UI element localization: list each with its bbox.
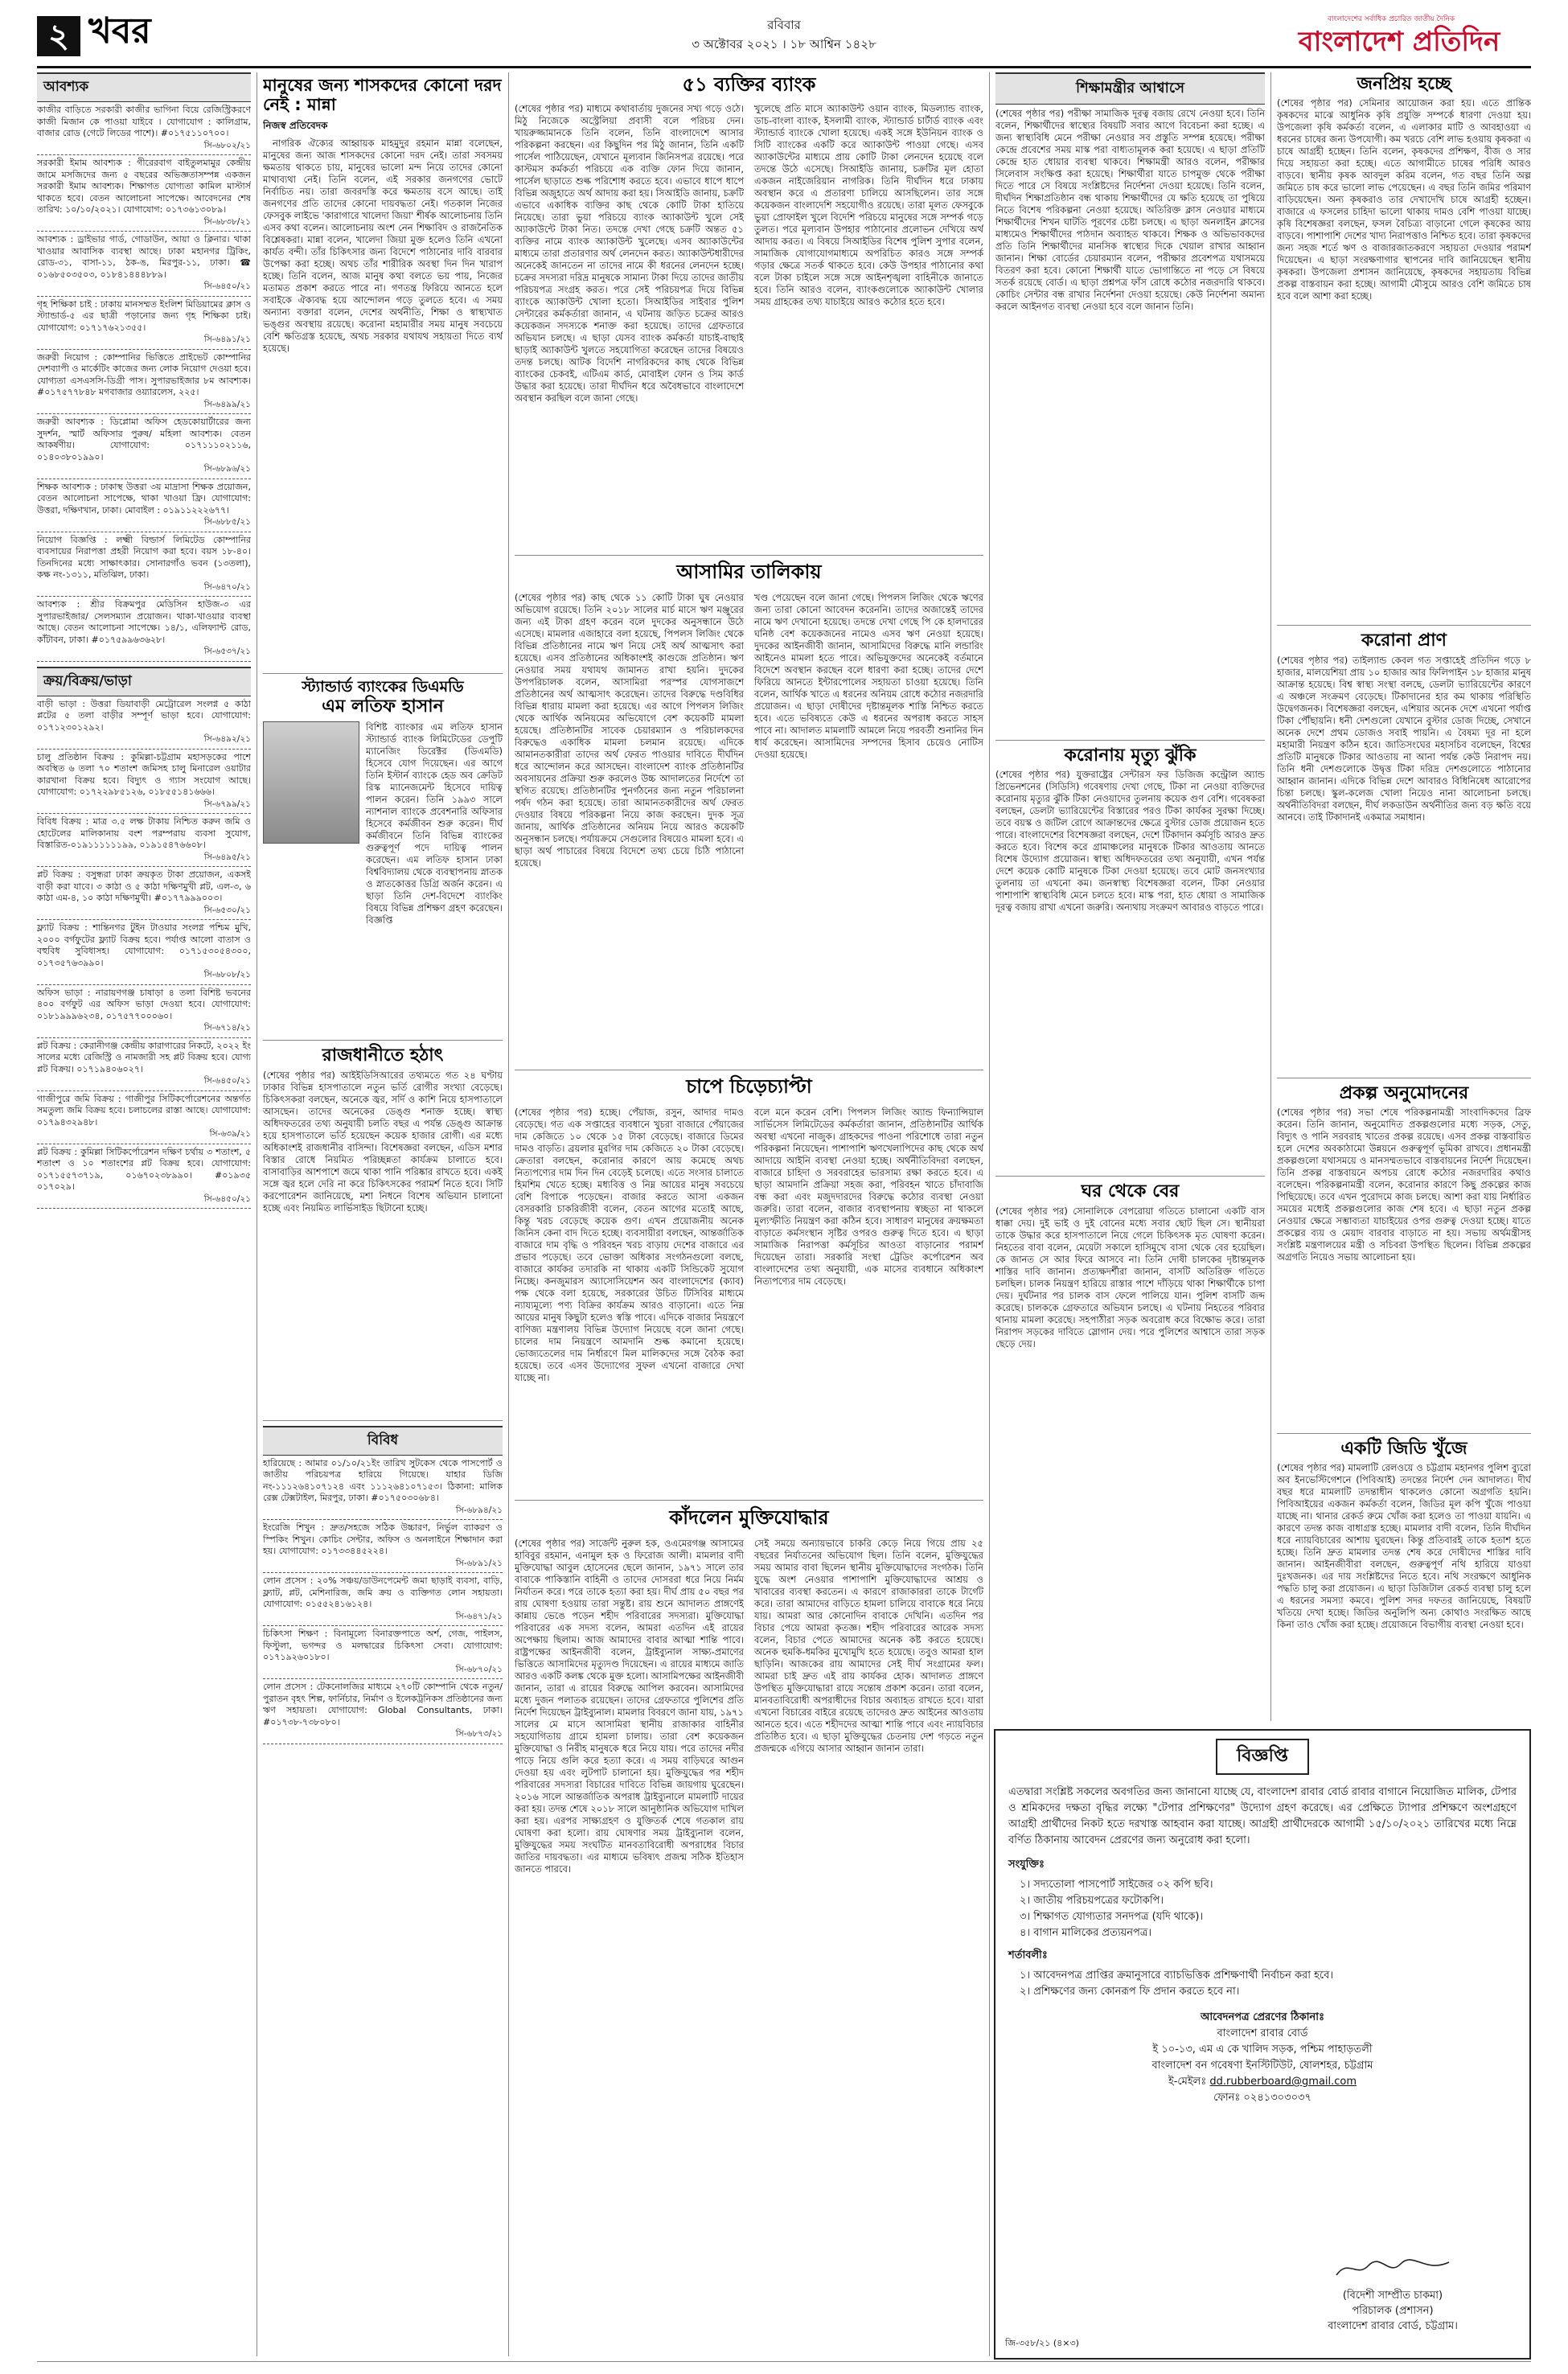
classified-ad-text: হারিয়েছে : আমার ০১/১০/২১ইং তারিখ সুটকেস থেকে পাসপোর্ট ও জাতীয় পরিচয়পত্র হারিয়ে গিয়েছে। যাহার ডিজি নং-১১১২৬৪১০৭১২৪ এবং ১১১২৬৪১০৭১৫৩। ঠিকানা: মালিক রেক্স টেক্সটাইল, মিরপুর, ঢাকা। #০১৭৫০৩০৬৮৪।	[263, 1457, 503, 1504]
classified-ad-text: জরুরী নিয়োগ : কোম্পানির ভিত্তিতে প্রাইভেট কোম্পানির দেশব্যাপী ও মার্কেটিং কাজের জন্য লোক নিয়োগ দেওয়া হবে। যোগ্যতা এসএসসি-ডিগ্রী পাস। সুপারভাইজার ৮ম আবশ্যক। #০১৭৫৭৭৮৪৮ মগবাজার ওয়্যারলেস, ২২৫।	[37, 351, 251, 397]
classified-ad	[263, 1679, 503, 1744]
notice-intro: এতদ্বারা সংশ্লিষ্ট সকলের অবগতির জন্য জানানো যাচ্ছে যে, বাংলাদেশ রাবার বোর্ড রাবার বাগানে নিয়োজিত মালিক, টেপার ও শ্রমিকদের দক্ষতা বৃদ্ধির লক্ষ্যে "টেপার প্রশিক্ষণের" উদ্যোগ গ্রহণ করেছে। এর প্রেক্ষিতে ট্যাপার প্রশিক্ষণে অংশগ্রহণে আগ্রহী প্রার্থীদের নিকট হতে দরখাস্ত আহবান করা যাচ্ছে। আগ্রহী প্রার্থীদেরকে আগামী ১৫/১০/২০২১ তারিখের মধ্যে নিম্নে বর্ণিত ঠিকানায় আবেদন প্রেরণের জন্য অনুরোধ করা হলো।	[1008, 1786, 1517, 1846]
gd-body: (শেষের পৃষ্ঠার পর) মামলাটি রেলওয়ে ও চট্টগ্রাম মহানগর পুলিশ ব্যুরো অব ইনভেস্টিগেশনে (পিবিআই) তদন্তের নির্দেশ দেন আদালত। দীর্ঘ বছর ধরে মামলাটি তদন্তাধীন থাকলেও কোনো অগ্রগতি হয়নি। পিবিআইয়ের একজন কর্মকর্তা বলেন, জিডির মূল কপি খুঁজে পাওয়া যাচ্ছে না। থানার রেকর্ড রুমে খোঁজ করা হলেও তা পাওয়া যায়নি। এ কারণে তদন্ত কাজ বাধাগ্রস্ত হচ্ছে। মামলার বাদী বলেন, তিনি দীর্ঘদিন ধরে ন্যায়বিচারের আশায় ঘুরছেন। কিন্তু প্রতিবারই তাকে হতাশ হতে হচ্ছে। তিনি দ্রুত মামলার তদন্ত শেষ করে দোষীদের শাস্তির দাবি জানান। আইনজীবীরা বলছেন, গুরুত্বপূর্ণ নথি হারিয়ে যাওয়া দুঃখজনক। এর দায় সংশ্লিষ্টদের নিতে হবে। নথি সংরক্ষণে আধুনিক পদ্ধতি চালু করা প্রয়োজন। এ ছাড়া ডিজিটাল রেকর্ড ব্যবস্থা চালু হলে এ ধরনের সমস্যা কমবে। পুলিশ সদর দফতর জানিয়েছে, বিষয়টি খতিয়ে দেখা হচ্ছে। জিডির অনুলিপি অন্য কোথাও সংরক্ষিত আছে কিনা তাও খোঁজ করা হচ্ছে। প্রয়োজনে বিভাগীয় ব্যবস্থা নেওয়া হবে।	[1277, 1462, 1531, 1631]
dhaka-sudden-body: (শেষের পৃষ্ঠার পর) আইইডিসিআরের তথ্যমতে গত ২৪ ঘণ্টায় ঢাকার বিভিন্ন হাসপাতালে নতুন ভর্তি রোগীর সংখ্যা বেড়েছে। চিকিৎসকরা বলছেন, অনেকে জ্বর, সর্দি ও কাশি নিয়ে হাসপাতালে আসছেন। তাদের অনেকের ডেঙ্গু শনাক্ত হচ্ছে। স্বাস্থ্য অধিদফতরের তথ্য অনুযায়ী চলতি বছর এ পর্যন্ত ডেঙ্গু আক্রান্ত হয়ে হাসপাতালে ভর্তি হয়েছেন কয়েক হাজার রোগী। এর মধ্যে অধিকাংশই রাজধানীর বাসিন্দা। বিশেষজ্ঞরা বলছেন, এডিস মশার বিস্তার রোধে নিয়মিত পরিচ্ছন্নতা কার্যক্রম চালাতে হবে। বাসাবাড়ির আশপাশে জমে থাকা পানি পরিষ্কার রাখতে হবে। একই সঙ্গে জ্বর হলে দেরি না করে চিকিৎসকের পরামর্শ নিতে হবে। সিটি করপোরেশন জানিয়েছে, মশা নিধনে বিশেষ অভিযান চালানো হচ্ছে এবং নিয়মিত লার্ভিসাইড ছিটানো হচ্ছে।	[263, 1069, 503, 1214]
notice-list-item: ১। আবেদনপত্র প্রাপ্তির ক্রমানুসারে ব্যাচভিত্তিক প্রশিক্ষণার্থী নির্বাচন করা হবে।	[1020, 1969, 1334, 1982]
classified-ad	[37, 532, 251, 598]
classified-ad-ref: সি-৬৪৯৯/২১	[203, 399, 251, 409]
classified-ad	[37, 1038, 251, 1091]
classified-ad-text: বাড়ী ভাড়া : উত্তরা ডিয়াবাড়ী মেট্রোরেল সংলগ্ন ৫ কাঠা প্লটের ৫ তলা বাড়ীর সম্পূর্ণ ভাড়া হবে। যোগাযোগ: ০১৭১২৩০১২৯২।	[37, 698, 251, 733]
accused-list-headline: আসামির তালিকায়	[676, 561, 822, 583]
pressure-body-b: বলে মনে করেন বেশি। পিপলস লিজিং অ্যান্ড ফিন্যান্সিয়াল সার্ভিসেস লিমিটেডের কর্মকর্তারা জানান, প্রতিষ্ঠানটির আর্থিক অবস্থা এখনো নাজুক। গ্রাহকদের পাওনা পরিশোধে তারা নতুন পরিকল্পনা নিয়েছেন। পাশাপাশি ঋণখেলাপিদের কাছ থেকে অর্থ আদায়ে আইনি ব্যবস্থা নেওয়া হচ্ছে। অর্থনীতিবিদরা বলছেন, বাজারে চাহিদা ও সরবরাহের ভারসাম্য রক্ষা করতে হবে। এ ছাড়া আমদানি প্রক্রিয়া সহজ করা, পরিবহন খাতে চাঁদাবাজি বন্ধ করা এবং মজুদদারদের বিরুদ্ধে কঠোর ব্যবস্থা নেওয়া জরুরি। তারা বলেন, বাজার ব্যবস্থাপনায় স্বচ্ছতা না থাকলে মূল্যস্ফীতি নিয়ন্ত্রণ করা কঠিন হবে। সাধারণ মানুষের ক্রয়ক্ষমতা বাড়াতে কর্মসংস্থান সৃষ্টির ওপরও গুরুত্ব দিতে হবে। এ ছাড়া সামাজিক নিরাপত্তা কর্মসূচির আওতা বাড়ানোর পরামর্শ দিয়েছেন তারা। সরকারি সংস্থা ট্রেডিং কর্পোরেশন অব বাংলাদেশের তথ্য অনুযায়ী, এক মাসের ব্যবধানে অধিকাংশ নিত্যপণ্যের দাম বেড়েছে।	[754, 1107, 983, 1287]
rule-c4-a	[995, 740, 1265, 741]
out-of-home-body: (শেষের পৃষ্ঠার পর) সোনালিকে বেপরোয়া গতিতে চালানো একটি বাস ধাক্কা দেয়। দুই ভাই ও দুই বোনের মধ্যে সবার ছোট ছিল সে। স্থানীয়রা তাকে উদ্ধার করে হাসপাতালে নিয়ে গেলে চিকিৎসক মৃত ঘোষণা করেন। নিহতের বাবা বলেন, মেয়েটা সকালে হাসিমুখে বাসা থেকে বের হয়েছিল। কে জানত সে আর ফিরে আসবে না। তিনি দোষী চালকের দৃষ্টান্তমূলক শাস্তির দাবি জানান। প্রত্যক্ষদর্শীরা জানান, বাসটি অতিরিক্ত গতিতে চলছিল। চালক নিয়ন্ত্রণ হারিয়ে রাস্তার পাশে দাঁড়িয়ে থাকা শিক্ষার্থীকে চাপা দেয়। দুর্ঘটনার পর চালক বাস ফেলে পালিয়ে যান। পুলিশ বাসটি জব্দ করেছে। চালককে গ্রেফতারে অভিযান চলছে। এ ঘটনায় নিহতের পরিবার থানায় মামলা করেছে। সহপাঠীরা সড়ক অবরোধ করে বিক্ষোভ করে। তারা নিরাপদ সড়কের দাবিতে স্লোগান দেয়। পরে পুলিশের আশ্বাসে তারা সড়ক ছেড়ে দেয়।	[995, 1205, 1265, 1349]
column-four	[995, 72, 1265, 1721]
classified-ad-ref: সি-৬৮৭০/২১	[455, 1664, 503, 1674]
classified-ad	[37, 597, 251, 662]
mannna-byline: নিজস্ব প্রতিবেদক	[263, 120, 328, 132]
classified-ad-ref: সি-৬৮০২/২১	[203, 140, 251, 150]
classified-ad	[263, 1456, 503, 1521]
rubber-board-notice	[994, 1729, 1531, 2360]
rule-c2-c	[263, 1420, 503, 1421]
notice-addr-head: আবেদনপত্র প্রেরণের ঠিকানাঃ	[1201, 2011, 1324, 2023]
logo-tagline: বাংলাদেশের সর্বাধিক প্রচারিত জাতীয় দৈনিক	[1327, 15, 1455, 23]
rule-c2-b	[263, 1040, 503, 1041]
notice-title-wrap	[995, 1739, 1529, 1775]
notice-list-item: ২। জাতীয় পরিচয়পত্রের ফটোকপি।	[1020, 1895, 1164, 1907]
classified-ad-text: প্লট বিক্রয় : কেরানীগঞ্জ কেন্দ্রীয় কারাগারের নিকটে, ২০২২ ইং সালের মধ্যে রেজিস্ট্রি ও নামজারী সহ প্লট বিক্রয় হবে। যোগ্য প্লট বিক্রয়। ০১৭১৯৪০৬০২৭।	[37, 1040, 251, 1074]
rule-c5-a	[1277, 625, 1531, 626]
classified-ad-text: আবশ্যক : শ্রীর বিক্রমপুর মেডিসিন হাউজ-৩ এর সুপারভাইজার/ সেলসম্যান প্রয়োজন। থাকা-খাওয়ার ব্যবস্থা আছে। বেতন আলোচনা সাপেক্ষে। ১৪/১, এলিফ্যান্ট রোড, কাঁটাবন, ঢাকা। #০১৭৫৯৯৬৩৬২৮।	[37, 599, 251, 645]
notice-email-link[interactable]: dd.rubberboard@gmail.com	[1209, 2076, 1357, 2088]
corona-life-headline: করোনা প্রাণ	[1361, 630, 1447, 651]
classified-ad-ref: সি-৬৪৯২/২১	[203, 734, 251, 744]
classified-head-sale: ক্রয়/বিক্রয়/ভাড়া	[37, 667, 251, 696]
classified-ad	[37, 414, 251, 479]
classified-ad-ref: সি-৬৮৮৫/২১	[203, 517, 251, 527]
rule-c2-a	[263, 673, 503, 674]
classified-ad	[37, 985, 251, 1038]
notice-list-item: ২। প্রশিক্ষণের জন্য কোনরূপ ফি প্রদান করতে হবে না।	[1020, 1986, 1240, 1998]
pressure-body-a: (শেষের পৃষ্ঠার পর) হচ্ছে। পেঁয়াজ, রসুন, আদার দামও বেড়েছে। গত এক সপ্তাহের ব্যবধানে খুচরা বাজারে পেঁয়াজের দাম কেজিতে ১০ থেকে ১৫ টাকা বেড়েছে। বাজারে ডিমের দামও বাড়তি। ব্রয়লার মুরগির দাম কেজিতে ২০ টাকা বেড়েছে। ক্রেতারা বলছেন, করোনার কারণে আয় কমেছে অথচ নিত্যপণ্যের দাম দিন দিন বেড়েই চলেছে। এতে সংসার চালাতে হিমশিম খেতে হচ্ছে। মধ্যবিত্ত ও নিম্ন আয়ের মানুষ সবচেয়ে বেশি বিপাকে পড়েছেন। বাজার করতে আসা একজন বেসরকারি চাকরিজীবী বলেন, বেতন আগের মতোই আছে, কিন্তু খরচ বেড়েছে কয়েক গুণ। এখন প্রয়োজনীয় অনেক জিনিস কেনা বাদ দিতে হচ্ছে। ব্যবসায়ীরা বলছেন, আন্তর্জাতিক বাজারে দাম বৃদ্ধি ও পরিবহন খরচ বাড়ায় দেশের বাজারে এর প্রভাব পড়েছে। তবে ভোক্তা অধিকার সংগঠনগুলো বলছে, বাজারে কার্যকর তদারকি না থাকায় একটি সিন্ডিকেট সুযোগ নিচ্ছে। কনজুমারস অ্যাসোসিয়েশন অব বাংলাদেশের (ক্যাব) পক্ষ থেকে বলা হয়েছে, সরকারের উচিত টিসিবির মাধ্যমে ন্যায্যমূল্যে পণ্য বিক্রির কার্যক্রম আরও বাড়ানো। এতে নিম্ন আয়ের মানুষ কিছুটা হলেও স্বস্তি পাবে। এদিকে বাজার নিয়ন্ত্রণে বাণিজ্য মন্ত্রণালয় বিভিন্ন উদ্যোগ নিয়েছে বলে জানা গেছে। চালের দাম নিয়ন্ত্রণে আমদানি শুল্ক কমানো হয়েছে। ভোজ্যতেলের দাম নির্ধারণে মিল মালিকদের সঙ্গে বৈঠক করা হয়েছে। তবে এসব উদ্যোগের সুফল এখনো বাজারে দেখা যাচ্ছে না।	[515, 1107, 744, 1383]
accused-list-body-b: খণ্ড পেয়েছেন বলে জানা গেছে। পিপলস লিজিং থেকে ঋণের জন্য তারা কোনো আবেদন করেননি। তাদের অজান্তেই তাদের নামে ঋণ দেখানো হয়েছে। তদন্তে দেখা গেছে পি কে হালদারের ঘনিষ্ঠ বেশ কয়েকজনের নামেও এসব ঋণ নেওয়া হয়েছে। দুদকের আইনজীবী জানান, আসামিদের বিরুদ্ধে মানি লন্ডারিং আইনেও মামলা হতে পারে। অভিযুক্তদের অনেকেই বর্তমানে বিদেশে অবস্থান করছেন বলে ধারণা করা হচ্ছে। তাদের দেশে ফিরিয়ে আনতে ইন্টারপোলের সহায়তা চাওয়া হয়েছে। তিনি বলেন, আর্থিক খাতে এ ধরনের অনিয়ম রোধে কঠোর নজরদারি প্রয়োজন। এ ছাড়া দোষীদের দৃষ্টান্তমূলক শাস্তি নিশ্চিত করতে হবে। এতে ভবিষ্যতে কেউ এ ধরনের অপরাধ করতে সাহস পাবে না। আদালত মামলাটি আমলে নিয়ে পরবর্তী শুনানির দিন ধার্য করেছেন। আসামিদের সম্পদের হিসাব চেয়েও নোটিস দেওয়া হয়েছে।	[754, 592, 983, 760]
classified-ad-ref: সি-৬৭৯৯/২১	[203, 799, 251, 809]
rule-c5-c	[1277, 1433, 1531, 1434]
corona-life-body: (শেষের পৃষ্ঠার পর) তাইল্যান্ড কেবল গত সপ্তাহেই প্রতিদিন গড়ে ৮ হাজার, মালয়েশিয়া প্রায় ১০ হাজার আর ফিলিপাইন ১৮ হাজার মানুষ আক্রান্ত হয়েছে। বিশ্ব স্বাস্থ্য সংস্থা বলছে, ডেলটা ভ্যারিয়েন্টের কারণে এ অঞ্চলে সংক্রমণ বেড়েছে। টিকাদানের হার কম থাকায় পরিস্থিতি উদ্বেগজনক। বিশেষজ্ঞরা বলছেন, এশিয়ার অনেক দেশে এখনো পর্যাপ্ত টিকা পৌঁছায়নি। ধনী দেশগুলো যেখানে বুস্টার ডোজ দিচ্ছে, সেখানে অনেক দেশে প্রথম ডোজও সবাই পায়নি। এ বৈষম্য দূর না হলে মহামারী নিয়ন্ত্রণ কঠিন হবে। জাতিসংঘের মহাসচিব বলেছেন, বিশ্বের প্রতিটি মানুষকে টিকার আওতায় না আনা পর্যন্ত কেউ নিরাপদ নয়। তিনি ধনী দেশগুলোকে উদ্বৃত্ত টিকা দরিদ্র দেশগুলোতে পাঠানোর আহ্বান জানান। এদিকে বিভিন্ন দেশে আবারও বিধিনিষেধ আরোপের চিন্তা চলছে। স্কুল-কলেজ খোলা নিয়েও নানা আলোচনা চলছে। অর্থনীতিবিদরা বলছেন, দীর্ঘ লকডাউন অর্থনীতির জন্য বড় ক্ষতি বয়ে আনবে। তাই টিকাদানই একমাত্র সমাধান।	[1277, 654, 1531, 823]
notice-title: বিজ্ঞপ্তি	[1216, 1739, 1309, 1775]
classified-ad-text: শিক্ষক আবশ্যক : ঢাকাস্থ উত্তরা ৩য় মাদ্রাসা শিক্ষক প্রয়োজন, বেতন আলোচনা সাপেক্ষে, থাকা খাওয়া ফ্রি। যোগাযোগ: উত্তরা, দক্ষিণখান, ঢাকা। মোবাইল : ০১৯১১২২২৬৭৭।	[37, 481, 251, 515]
popular-headline: জনপ্রিয় হচ্ছে	[1357, 74, 1451, 94]
column-two	[263, 72, 503, 2364]
classified-ad-ref: সি-৬৪৫০/২১	[203, 1076, 251, 1086]
classified-ad	[37, 297, 251, 350]
notice-signature-block	[1288, 2254, 1497, 2334]
classified-ad-ref: সি-৬৮৩৮/২১	[203, 216, 251, 227]
classified-ad-text: নিয়োগ বিজ্ঞপ্তি : লক্ষ্মী বিল্ডার্স লিমিটেড কোম্পানির ব্যবসায়ের নিরাপত্তা প্রহরী নিয়োগ করা হবে। বয়স ১৮-৪০। তিনদিনের মধ্যে সাক্ষাৎকার। সোনারগাঁও ভবন (১৩তলা), কক্ষ নং-১৩১১, মতিঝিল, ঢাকা।	[37, 534, 251, 580]
classified-ad-text: অফিস ভাড়া : নারায়ণগঞ্জ চাষাড়া ৪ তলা বিশিষ্ট ভবনের ৪০০ বর্গফুট এর অফিস ভাড়া দেওয়া হবে। যোগাযোগ: ০১৮১৯৯৯৬২৩৪, ০১৭৫৭৭০০০৬০।	[37, 987, 251, 1021]
rule-c2	[508, 72, 509, 2356]
classified-ad-text: গাজীপুরে জমি বিক্রয় : গাজীপুর সিটিকর্পোরেশনের অন্তর্গত সমতুল্য জমি বিক্রয় হবে। চলাচলের রাস্তা আছে। যোগাযোগ: ০১৭৯৪৩২৯৪৮।	[37, 1093, 251, 1127]
rule-c4-b	[995, 1176, 1265, 1177]
notice-signer: (বিদেশী সাম্প্রীত চাকমা)	[1342, 2290, 1443, 2302]
classified-ad	[37, 1091, 251, 1144]
out-of-home-headline: ঘর থেকে বের	[1081, 1181, 1180, 1202]
classified-ad-ref: সি-৬৮৯৪/২১	[455, 1505, 503, 1515]
freedom-fighter-body-a: (শেষের পৃষ্ঠার পর) সার্জেন্ট নুরুল হক, ওএমেরগঞ্জ আসামের হাবিবুর রহমান, এনামুল হক ও ফিরোজ আলী। মামলার বাদী মুক্তিযোদ্ধা আবুল হোসেনের ছেলে জানান, ১৯৭১ সালে তার বাবাকে পাকিস্তানি বাহিনী ও তাদের দোসররা ধরে নিয়ে নির্মম নির্যাতন করে। পরে তাকে হত্যা করা হয়। দীর্ঘ প্রায় ৫০ বছর পর রায় ঘোষণা হওয়ায় তারা সন্তুষ্ট। রায় শুনে আদালত প্রাঙ্গণেই কান্নায় ভেঙে পড়েন শহীদ পরিবারের সদস্যরা। মুক্তিযোদ্ধা পরিবারের এক সদস্য বলেন, আমরা এতদিন এই রায়ের অপেক্ষায় ছিলাম। আজ আমাদের বাবার আত্মা শান্তি পাবে। রাষ্ট্রপক্ষের আইনজীবী বলেন, ট্রাইব্যুনাল সাক্ষ্য-প্রমাণের ভিত্তিতে আসামিদের মৃত্যুদণ্ড দিয়েছেন। এ রায়ের মাধ্যমে জাতি আরও একটি কলঙ্ক থেকে মুক্ত হলো। আসামিপক্ষের আইনজীবী জানান, তারা এ রায়ের বিরুদ্ধে আপিল করবেন। আসামিদের মধ্যে দুজন পলাতক রয়েছেন। তাদের গ্রেফতারে পুলিশের প্রতি নির্দেশ দিয়েছেন ট্রাইব্যুনাল। মামলার বিবরণে জানা যায়, ১৯৭১ সালের মে মাসে আসামিরা স্থানীয় রাজাকার বাহিনীর সহযোগিতায় গ্রামে হামলা চালায়। তারা বেশ কয়েকজন মুক্তিযোদ্ধা ও নিরীহ মানুষকে ধরে নিয়ে যায়। পরে তাদের নদীর পাড়ে নিয়ে গুলি করে হত্যা করে। এ সময় বাড়িঘরে আগুন দেওয়া হয় এবং লুটপাট চালানো হয়। মুক্তিযুদ্ধের পর শহীদ পরিবারের সদস্যরা বিচারের দাবিতে বিভিন্ন জায়গায় ঘুরেছেন। ২০১৬ সালে আন্তর্জাতিক অপরাধ ট্রাইব্যুনালে মামলাটি দায়ের করা হয়। তদন্ত শেষে ২০১৮ সালে আনুষ্ঠানিক অভিযোগ দাখিল করা হয়। এরপর সাক্ষ্যগ্রহণ ও যুক্তিতর্ক শেষে গতকাল রায় ঘোষণা করা হলো। রায় ঘোষণার সময় ট্রাইব্যুনাল বলেন, মুক্তিযুদ্ধের সময় সংঘটিত মানবতাবিরোধী অপরাধের বিচার জাতির দায়বদ্ধতা। এর মাধ্যমে ভবিষ্যৎ প্রজন্ম সঠিক ইতিহাস জানতে পারবে।	[515, 1538, 744, 1875]
bibidh-list	[263, 1456, 503, 1744]
notice-email-row	[995, 2074, 1529, 2090]
lotif-hasan-photo	[263, 721, 359, 844]
page-number-box	[37, 16, 80, 56]
bank-51-body-a: (শেষের পৃষ্ঠার পর) মাধ্যমে কথাবার্তায় দুজনের সখ্য গড়ে ওঠে। মিঠু নিজেকে অস্ট্রেলিয়া প্রবাসী বলে পরিচয় দেন। খায়রুজ্জামানকে তিনি বলেন, তিনি বাংলাদেশে আসার পরিকল্পনা করছেন। এর কিছুদিন পর মিঠু জানান, তিনি একটি পার্সেল পাঠিয়েছেন, যেখানে মূল্যবান জিনিসপত্র রয়েছে। পরে কাস্টমস কর্মকর্তা পরিচয়ে এক ব্যক্তি ফোন দিয়ে জানান, পার্সেল ছাড়াতে শুল্ক পরিশোধ করতে হবে। এভাবে ধাপে ধাপে বিভিন্ন অজুহাতে অর্থ আদায় করা হয়। সিআইডি জানায়, চক্রটি এভাবে একাধিক ব্যক্তির কাছ থেকে কোটি টাকা হাতিয়ে নিয়েছে। তারা ভুয়া পরিচয়ে ব্যাংক অ্যাকাউন্ট খুলে সেই অ্যাকাউন্টে টাকা নিত। তদন্তে দেখা গেছে চক্রটি অন্তত ৫১ ব্যক্তির নামে ব্যাংক অ্যাকাউন্ট খুলেছে। এসব অ্যাকাউন্টের মাধ্যমে তারা প্রতারণার অর্থ লেনদেন করত। অ্যাকাউন্টধারীদের অনেকেই জানতেন না তাদের নামে কী ধরনের লেনদেন হচ্ছে। চক্রের সদস্যরা দরিদ্র মানুষকে সামান্য টাকা দিয়ে তাদের জাতীয় পরিচয়পত্র সংগ্রহ করত। পরে সেই পরিচয়পত্র দিয়ে বিভিন্ন ব্যাংকে অ্যাকাউন্ট খোলা হতো। সিআইডির সাইবার পুলিশ সেন্টারের কর্মকর্তারা জানান, এ ঘটনায় জড়িত চক্রের আরও কয়েকজন সদস্যকে শনাক্ত করা হয়েছে। তাদের গ্রেফতারে অভিযান চলছে। এ ছাড়া যেসব ব্যাংক কর্মকর্তা যাচাই-বাছাই ছাড়াই অ্যাকাউন্ট খুলতে সহযোগিতা করেছেন তাদের বিষয়েও তদন্ত চলছে। আটক বিদেশি নাগরিকদের কাছ থেকে বিভিন্ন ব্যাংকের চেকবই, এটিএম কার্ড, মোবাইল ফোন ও সিম কার্ড উদ্ধার করা হয়েছে। তারা দীর্ঘদিন ধরে অবৈধভাবে বাংলাদেশে অবস্থান করছিল বলে জানা গেছে।	[515, 103, 744, 404]
classified-ad	[37, 750, 251, 815]
wanted-list	[37, 102, 251, 662]
signature-icon	[1332, 2254, 1453, 2283]
mannna-headline: মানুষের জন্য শাসকদের কোনো দরদ নেই : মান্না	[263, 76, 502, 115]
classified-ad	[37, 920, 251, 985]
covid-death-body: (শেষের পৃষ্ঠার পর) যুক্তরাষ্ট্রের সেন্টারস ফর ডিজিজ কন্ট্রোল অ্যান্ড প্রিভেনশনের (সিডিসি) গবেষণায় দেখা গেছে, টিকা না নেওয়া ব্যক্তিদের করোনায় মৃত্যুর ঝুঁকি টিকা নেওয়াদের তুলনায় কয়েক গুণ বেশি। গবেষকরা বলছেন, ডেলটা ভ্যারিয়েন্টের বিস্তারের পরও টিকা কার্যকর সুরক্ষা দিচ্ছে। তবে বয়স্ক ও জটিল রোগে আক্রান্তদের ক্ষেত্রে বুস্টার ডোজ প্রয়োজন হতে পারে। বাংলাদেশের বিশেষজ্ঞরা বলছেন, দেশে টিকাদান কর্মসূচি আরও দ্রুত করতে হবে। বিশেষ করে গ্রামাঞ্চলের মানুষকে টিকার আওতায় আনতে বিশেষ উদ্যোগ প্রয়োজন। স্বাস্থ্য অধিদফতরের তথ্য অনুযায়ী, এখন পর্যন্ত দেশে কয়েক কোটি মানুষকে টিকা দেওয়া হয়েছে। তবে মোট জনসংখ্যার তুলনায় তা এখনো কম। জনস্বাস্থ্য বিশেষজ্ঞরা বলেন, টিকা নেওয়ার পাশাপাশি স্বাস্থ্যবিধি মেনে চলতে হবে। মাস্ক পরা, হাত ধোয়া ও সামাজিক দূরত্ব বজায় রাখা এখনো জরুরি। অন্যথায় সংক্রমণ আবারও বাড়তে পারে।	[995, 769, 1265, 914]
bibidh-head: বিবিধ	[263, 1426, 503, 1456]
standard-bank-headline: স্ট্যান্ডার্ড ব্যাংকের ডিএমডি	[302, 678, 464, 696]
classified-ad-text: চালু প্রতিষ্ঠান বিক্রয় : কুমিল্লা-চট্টগ্রাম মহাসড়কের পাশে অবস্থিত ৬ তলা ৭০ শতাংশ জমিসহ চালু মিনারেল ওয়াটার কারখানা বিক্রয় হবে। বিদ্যুৎ ও গ্যাস সংযোগ আছে। যোগাযোগ: ০১৭২২৯৮৫১২৬, ০১৮৫৫১৪১৬৬৬।	[37, 751, 251, 797]
classified-ad-ref: সি-৬৪৭১/২১	[455, 1611, 503, 1621]
page-bottom-rule	[37, 2361, 1531, 2362]
notice-attachment-list	[1020, 1877, 1517, 1941]
classified-ad	[263, 1520, 503, 1573]
notice-list-item: ৪। বাগান মালিকের প্রত্যয়নপত্র।	[1020, 1927, 1152, 1939]
column-five	[1277, 72, 1531, 1721]
standard-bank-name: এম লতিফ হাসান	[322, 696, 444, 717]
notice-email-label: ই-মেইলঃ	[1168, 2076, 1207, 2088]
classified-ad	[37, 814, 251, 867]
classified-ad-text: জরুরী আবশ্যক : ডিপ্লোমা অফিস হেডকোয়ার্টারের জন্য সুদর্শন, স্মার্ট অফিসার পুরুষ/ মহিলা আবশ্যক। বেতন আকর্ষণীয়। যোগাযোগ: ০১৭১১১০২১১৬, ০১৪০৩৮০১৯৯০।	[37, 417, 251, 462]
notice-signer-org: বাংলাদেশ রাবার বোর্ড, চট্টগ্রাম।	[1328, 2320, 1458, 2332]
freedom-fighter-body-b: সেই সময়ে অন্যায়ভাবে চাকরি কেড়ে নিয়ে গিয়ে প্রায় ২৫ বছরের নির্যাতনের অভিযোগ ছিল। তিনি বলেন, মুক্তিযুদ্ধের সময় আমার বাবা ছিলেন স্থানীয় মুক্তিযোদ্ধাদের সংগঠক। তিনি যুদ্ধে অংশ নেওয়ার পাশাপাশি মুক্তিযোদ্ধাদের আশ্রয় ও খাবারের ব্যবস্থা করতেন। এ কারণে রাজাকাররা তাকে টার্গেট করে। তারা আমাদের বাড়িতে হামলা চালিয়ে বাবাকে ধরে নিয়ে যায়। আমরা আর কোনোদিন বাবাকে দেখিনি। এতদিন পর বিচার পেয়ে আমরা কৃতজ্ঞ। শহীদ পরিবারের আরেক সদস্য বলেন, বিচার পেতে আমাদের অনেক কষ্ট করতে হয়েছে। অনেক হুমকি-ধমকির মুখোমুখি হতে হয়েছে। তবুও আমরা হাল ছাড়িনি। আজকের রায় আমাদের সেই দীর্ঘ সংগ্রামের ফল। আমরা চাই দ্রুত এই রায় কার্যকর হোক। আদালত প্রাঙ্গণে উপস্থিত মুক্তিযোদ্ধারা রায়ে সন্তোষ প্রকাশ করেন। তারা বলেন, মানবতাবিরোধী অপরাধীদের বিচার অব্যাহত রাখতে হবে। যারা এখনো বিচারের বাইরে রয়েছে তাদেরও দ্রুত আইনের আওতায় আনতে হবে। এতে শহীদদের আত্মা শান্তি পাবে এবং ন্যায়বিচার প্রতিষ্ঠিত হবে। এ ছাড়া মুক্তিযুদ্ধের চেতনায় দেশ গড়তে নতুন প্রজন্মকে এগিয়ে আসার আহ্বান জানান তারা।	[754, 1538, 983, 1754]
classified-ad-ref: সি-৬৩৯/২১	[209, 1129, 251, 1139]
section-name: খবর	[88, 10, 151, 51]
covid-death-headline: করোনায় মৃত্যু ঝুঁকি	[1064, 745, 1197, 766]
classified-ad	[37, 479, 251, 532]
standard-bank-body: বিশিষ্ট ব্যাংকার এম লতিফ হাসান স্ট্যান্ডার্ড ব্যাংক লিমিটেডের ডেপুটি ম্যানেজিং ডিরেক্টর (ডিএমডি) হিসেবে যোগ দিয়েছেন। এর আগে তিনি ইস্টার্ন ব্যাংকে হেড অব ক্রেডিট রিস্ক ম্যানেজমেন্ট হিসেবে দায়িত্ব পালন করেন। তিনি ১৯৯৩ সালে ন্যাশনাল ব্যাংকে প্রবেশনারি অফিসার হিসেবে কর্মজীবন শুরু করেন। দীর্ঘ কর্মজীবনে তিনি বিভিন্ন ব্যাংকের গুরুত্বপূর্ণ পদে দায়িত্ব পালন করেছেন। এম লতিফ হাসান ঢাকা বিশ্ববিদ্যালয় থেকে ব্যবস্থাপনায় স্নাতক ও স্নাতকোত্তর ডিগ্রি অর্জন করেন। এ ছাড়া তিনি দেশ-বিদেশে ব্যাংকিং বিষয়ে বিভিন্ন প্রশিক্ষণ গ্রহণ করেছেন। বিজ্ঞপ্তি	[366, 721, 503, 926]
project-approval-body: (শেষের পৃষ্ঠার পর) সভা শেষে পরিকল্পনামন্ত্রী সাংবাদিকদের ব্রিফ করেন। তিনি জানান, অনুমোদিত প্রকল্পগুলোর মধ্যে সড়ক, সেতু, বিদ্যুৎ ও পানি সরবরাহ খাতের প্রকল্প রয়েছে। এসব প্রকল্প বাস্তবায়িত হলে দেশের অবকাঠামো উন্নয়নে গুরুত্বপূর্ণ ভূমিকা রাখবে। প্রধানমন্ত্রী প্রকল্পগুলো যথাসময়ে ও মানসম্মতভাবে বাস্তবায়নের নির্দেশ দিয়েছেন। তিনি প্রকল্প বাস্তবায়নে অপচয় রোধে কঠোর নজরদারির কথাও বলেছেন। পরিকল্পনামন্ত্রী বলেন, করোনার কারণে কিছু প্রকল্পের কাজ পিছিয়েছে। তবে এখন পুরোদমে কাজ চলছে। আশা করা যায় নির্ধারিত সময়ের মধ্যেই প্রকল্পগুলোর কাজ শেষ হবে। এ ছাড়া নতুন প্রকল্প নেওয়ার ক্ষেত্রে সম্ভাব্যতা যাচাইয়ের ওপর গুরুত্ব দেওয়া হচ্ছে। যাতে প্রকল্পের ব্যয় ও মেয়াদ বারবার বাড়াতে না হয়। সভায় অর্থমন্ত্রীসহ সংশ্লিষ্ট মন্ত্রণালয়ের মন্ত্রী ও সচিবরা উপস্থিত ছিলেন। বিভিন্ন প্রকল্পের অগ্রগতি নিয়েও সভায় আলোচনা হয়।	[1277, 1106, 1531, 1263]
notice-addr-line2: বাংলাদেশ বন গবেষণা ইনস্টিটিউট, ষোলশহর, চট্টগ্রাম	[1151, 2060, 1373, 2072]
classified-ad-ref: সি-৬৮৯৬/২১	[203, 464, 251, 474]
classified-ad	[37, 350, 251, 415]
classified-ad-ref: সি-৬৫৩৭/২১	[203, 647, 251, 656]
notice-address-block	[995, 2010, 1529, 2106]
classified-ad-text: প্লট বিক্রয় : কুমিল্লা সিটিকর্পোরেশন দক্ষিণ চর্থায় ৩ শতাংশ, ৫ শতাংশ ও ১০ শতাংশের প্লট বিক্রয় হবে। যোগাযোগ: ০১৭১৫৫৭৩৭১৯, ০১৬৭০২৩৮৯৯০। #০১৯৩৫ ০১৭০২৯।	[37, 1146, 251, 1192]
bank-51-body-b: খুলেছে প্রতি মাসে অ্যাকাউন্ট ওয়ান ব্যাংক, মিডল্যান্ড ব্যাংক, ডাচ-বাংলা ব্যাংক, ইসলামী ব্যাংক, স্ট্যান্ডার্ড চার্টার্ড ব্যাংক এবং স্ট্যান্ডার্ড ব্যাংকে খোলা হয়েছে। একই সঙ্গে ইউনিয়ন ব্যাংক ও সিটি ব্যাংকের একটি করে অ্যাকাউন্ট পাওয়া গেছে। এসব অ্যাকাউন্টের মাধ্যমে প্রায় কোটি টাকা লেনদেন হয়েছে বলে তদন্তে উঠে এসেছে। সিআইডি জানায়, চক্রটির মূল হোতা একজন নাইজেরিয়ান নাগরিক। তিনি দীর্ঘদিন ধরে ঢাকায় অবস্থান করে এ প্রতারণা চালিয়ে আসছিলেন। তার সঙ্গে কয়েকজন বাংলাদেশি সহযোগীও রয়েছে। তারা মূলত ফেসবুকে ভুয়া প্রোফাইল খুলে বিদেশি পরিচয়ে মানুষের সঙ্গে সম্পর্ক গড়ে তুলত। পরে মূল্যবান উপহার পাঠানোর প্রলোভন দেখিয়ে অর্থ আদায় করত। এ বিষয়ে সিআইডির বিশেষ পুলিশ সুপার বলেন, সামাজিক যোগাযোগমাধ্যমে অপরিচিত কারও সঙ্গে সম্পর্ক গড়ার ক্ষেত্রে সতর্ক থাকতে হবে। কেউ উপহার পাঠানোর কথা বলে টাকা চাইলে সঙ্গে সঙ্গে আইনশৃঙ্খলা বাহিনীকে জানাতে হবে। তিনি আরও বলেন, ব্যাংকগুলোকে অ্যাকাউন্ট খোলার সময় গ্রাহকের তথ্য যাচাইয়ে আরও কঠোর হতে হবে।	[754, 103, 983, 307]
classified-head-wanted: আবশ্যক	[37, 72, 251, 102]
classified-ad-ref: সি-৬৮৯১/২১	[455, 1558, 503, 1568]
classifieds-column	[37, 72, 251, 2364]
newspaper-logo: বাংলাদেশ প্রতিদিন	[1298, 26, 1500, 58]
education-headline: শিক্ষামন্ত্রীর আশ্বাসে	[995, 72, 1265, 105]
classified-ad-text: সরকারী ইমাম আবশ্যক : গীরেরবাগ বাইতুলমামুর কেন্দ্রীয় জামে মসজিদের জন্য ৫ বছরের অভিজ্ঞতাসম্পন্ন একজন সরকারী ইমাম আবশ্যক। শিক্ষাগত যোগ্যতা কামিল মাস্টার্স থাকতে হবে। বেতন আলোচনা সাপেক্ষে। আবেদনের শেষ তারিখ: ১০/১০/২০২১। যোগাযোগ: ০১৭৩৬১৩০৮৯।	[37, 158, 251, 215]
classified-ad-ref: সি-৬৫৩০/২১	[203, 905, 251, 915]
popular-body: (শেষের পৃষ্ঠার পর) সেমিনার আয়োজন করা হয়। এতে প্রান্তিক কৃষকদের মাঝে আধুনিক কৃষি প্রযুক্তি সম্পর্কে ধারণা দেওয়া হয়। উপজেলা কৃষি কর্মকর্তা বলেন, এ এলাকার মাটি ও আবহাওয়া এ ধরনের চাষের জন্য উপযোগী। কম খরচে বেশি লাভ হওয়ায় কৃষকরা এ চাষে আগ্রহী হচ্ছেন। তিনি বলেন, কৃষকদের প্রশিক্ষণ, বীজ ও সার দিয়ে সহায়তা করা হচ্ছে। এতে আগামীতে চাষের পরিধি আরও বাড়বে। স্থানীয় কৃষক আবদুল করিম বলেন, গত বছর তিনি অল্প জমিতে চাষ করে ভালো লাভ পেয়েছেন। এ বছর তিনি জমির পরিমাণ বাড়িয়েছেন। অন্য কৃষকরাও তার দেখাদেখি চাষে আগ্রহী হচ্ছেন। বাজারে এ ফসলের চাহিদা ভালো থাকায় দামও বেশি পাওয়া যাচ্ছে। কৃষি বিশেষজ্ঞরা বলছেন, ফসল বৈচিত্র্য বাড়ানো গেলে কৃষকের আয় বাড়বে। পাশাপাশি দেশের খাদ্য নিরাপত্তাও নিশ্চিত হবে। তারা কৃষকদের জন্য সহজ শর্তে ঋণ ও বাজারজাতকরণে সহায়তা দেওয়ার পরামর্শ দিয়েছেন। এ ছাড়া সংরক্ষণাগার স্থাপনের দাবি জানিয়েছেন স্থানীয় কৃষকরা। উপজেলা প্রশাসন জানিয়েছে, কৃষকদের সহায়তায় বিভিন্ন প্রকল্প বাস্তবায়ন করা হচ্ছে। আগামী মৌসুমে আরও বেশি জমিতে চাষ হবে বলে আশা করা হচ্ছে।	[1277, 97, 1531, 302]
classified-ad-ref: সি-৬৭১৪/২১	[203, 1023, 251, 1033]
masthead-rule	[37, 66, 1531, 68]
classified-ad	[37, 1144, 251, 1210]
notice-list-item: ১। সদ্যতোলা পাসপোর্ট সাইজের ০২ কপি ছবি।	[1020, 1879, 1213, 1891]
classified-ad-text: কাজীর বাড়িতে সরকারী কাজীর ভাগিনা বিয়ে রেজিস্ট্রিকরণে কাজী মিজান কে পাওয়া যাইবে । যোগাযোগ : কালিগ্রাম, বাজার রোড (গেটে লিডের পাশে)। #০১৭৫১১০৭০০।	[37, 105, 251, 138]
classified-ad-text: গৃহ শিক্ষিকা চাই : ঢাকায় মানসম্মত ইংলিশ মিডিয়ামের ক্লাস ও স্ট্যান্ডার্ড-৫ এর ছাত্রী পড়ানোর জন্য গৃহ শিক্ষিকা চাই। যোগাযোগ: ০১৭১৭৬২১৩৫৫।	[37, 298, 251, 333]
notice-phone: ফোনঃ ০২৪১৩০৩০৩৭	[1213, 2092, 1311, 2104]
notice-list-item: ৩। শিক্ষাগত যোগ্যতার সনদপত্র (যদি থাকে)।	[1020, 1911, 1204, 1923]
classified-ad-text: লোন প্রসেস : টেকনোলজির মাধ্যমে ২৭০টি কোম্পানি থেকে নতুন/পুরাতন বৃহৎ শিল্প, ফার্নিচার, নির্মাণ ও ইলেকট্রনিকস প্রতিষ্ঠানের জন্য ঋণ সহায়তা। যোগাযোগ: Global Consultants, ঢাকা। #০১৭৩৮-৭৩৮০৮০।	[263, 1682, 503, 1727]
masthead-date: ৩ অক্টোবর ২০২১ । ১৮ আশ্বিন ১৪২৮	[692, 37, 876, 51]
classified-ad-ref: সি-৬৪৭০/২১	[203, 581, 251, 592]
classified-ad-text: ইংরেজি শিখুন : দ্রুত/সহজে সঠিক উচ্চারণ, নির্ভুল ব্যাকরণ ও স্পিকিং শিখুন। কোচিং সেন্টার, অফিস ও অনলাইনে শিক্ষাদান করা হয়। যোগাযোগ: ০১৭৩৩৪৪৫২২৪।	[263, 1522, 503, 1557]
classified-ad-text: ফ্ল্যাট বিক্রয় : শান্তিনগর টুইন টাওয়ার সংলগ্ন পশ্চিম মুখি, ২০০০ বর্গফুটের ফ্ল্যাট বিক্রয় হবে। পর্যাপ্ত আলো বাতাস ও বহুবিধ সুবিধাসহ। যোগাযোগ: ০১৭১৫৩০৫৪৩০০, ০১৭৩৫৭৬৩৯৯০।	[37, 922, 251, 968]
classified-ad	[37, 155, 251, 232]
education-body: (শেষের পৃষ্ঠার পর) পরীক্ষা সামাজিক দূরত্ব বজায় রেখে নেওয়া হবে। তিনি বলেন, শিক্ষার্থীদের স্বাস্থ্যের বিষয়টি সবার আগে বিবেচনা করা হচ্ছে। এ জন্য স্বাস্থ্যবিধি মেনে পরীক্ষা নেওয়ার সব প্রস্তুতি সম্পন্ন হয়েছে। পরীক্ষা কেন্দ্রে প্রবেশের সময় মাস্ক পরা বাধ্যতামূলক করা হয়েছে। এ ছাড়া প্রতিটি কেন্দ্রে হাত ধোয়ার ব্যবস্থা থাকবে। শিক্ষামন্ত্রী আরও বলেন, পরীক্ষার সিলেবাস সংক্ষিপ্ত করা হয়েছে। শিক্ষার্থীরা যাতে চাপমুক্ত থেকে পরীক্ষা দিতে পারে সে বিষয়ে সংশ্লিষ্টদের নির্দেশনা দেওয়া হয়েছে। তিনি বলেন, দীর্ঘদিন শিক্ষাপ্রতিষ্ঠান বন্ধ থাকায় শিক্ষার্থীদের যে ক্ষতি হয়েছে তা পুষিয়ে নিতে বিশেষ পরিকল্পনা নেওয়া হয়েছে। অতিরিক্ত ক্লাস নেওয়ার মাধ্যমে শিক্ষার্থীদের শিখন ঘাটতি পূরণের চেষ্টা চলছে। এ ছাড়া অনলাইন ক্লাসের মাধ্যমেও শিক্ষার্থীদের পাঠদান অব্যাহত থাকবে। শিক্ষক ও অভিভাবকদের প্রতি তিনি শিক্ষার্থীদের মানসিক স্বাস্থ্যের দিকে খেয়াল রাখার আহ্বান জানান। শিক্ষা বোর্ডের চেয়ারম্যান বলেন, পরীক্ষার প্রবেশপত্র যথাসময়ে বিতরণ করা হবে। কোনো শিক্ষার্থী যাতে ভোগান্তিতে না পড়ে সে বিষয়ে সতর্ক রয়েছে বোর্ড। এ ছাড়া প্রশ্নপত্র ফাঁস রোধে কঠোর নজরদারি থাকবে। কোচিং সেন্টার বন্ধ রাখার নির্দেশনা দেওয়া হয়েছে। কেউ নির্দেশনা অমান্য করলে আইনগত ব্যবস্থা নেওয়া হবে বলে জানান তিনি।	[995, 108, 1265, 312]
mannna-body: নাগরিক ঐক্যের আহ্বায়ক মাহমুদুর রহমান মান্না বলেছেন, মানুষের জন্য আজ শাসকদের কোনো দরদ নেই। তারা সবসময় ক্ষমতায় থাকতে চায়, মানুষের ভালো মন্দ নিয়ে তাদের কোনো মাথাব্যথা নেই। তিনি বলেন, এই সরকার জনগণের ভোটে নির্বাচিত নয়। তারা জবরদস্তি করে ক্ষমতায় বসে আছে। তাই জনগণের প্রতি তাদের কোনো দায়বদ্ধতা নেই। গতকাল নিজের ফেসবুক লাইভে 'কারাগারে খালেদা জিয়া' শীর্ষক আলোচনায় তিনি এসব কথা বলেন। আলোচনায় অংশ নেন শিক্ষাবিদ ও রাজনৈতিক বিশ্লেষকরা। মান্না বলেন, খালেদা জিয়া মুক্ত হলেও তিনি এখনো কার্যত বন্দী। তাঁর চিকিৎসার জন্য বিদেশে পাঠানোর দাবি বারবার উপেক্ষা করা হচ্ছে। অথচ তাঁর শারীরিক অবস্থা দিন দিন খারাপ হচ্ছে। তিনি বলেন, আজ মানুষ কথা বলতে ভয় পায়, নিজের মতামত প্রকাশ করতে পারে না। গণতন্ত্র ফিরিয়ে আনতে হলে সবাইকে ঐক্যবদ্ধ হয়ে আন্দোলন গড়ে তুলতে হবে। এ সময় অন্যান্য বক্তারা বলেন, দেশের অর্থনীতি, শিক্ষা ও স্বাস্থ্যখাত ভঙ্গুর অবস্থায় রয়েছে। করোনা মহামারীর সময় মানুষ সবচেয়ে বেশি ক্ষতিগ্রস্ত হয়েছে, অথচ সরকার যথাযথ সহায়তা দিতে ব্যর্থ হয়েছে।	[263, 138, 503, 355]
classified-ad-text: লোন প্রসেস : ২০% সঞ্চয়/ডাউনপেমেন্ট জমা ছাড়াই ব্যবসা, বাড়ি, ফ্ল্যাট, প্লট, মেশিনারিজ, জমি ক্রয় ও ব্যক্তিগত লোন সহায়তা। যোগাযোগ: ০১৫৫২৪১৬১২৪।	[263, 1575, 503, 1610]
masthead-day: রবিবার	[767, 18, 801, 32]
freedom-fighter-headline: কাঁদলেন মুক্তিযোদ্ধার	[669, 1506, 829, 1529]
bank-51-headline: ৫১ ব্যক্তির ব্যাংক	[682, 73, 816, 96]
classified-ad	[37, 232, 251, 297]
classified-ad-ref: সি-৬৮০৮/২১	[203, 970, 251, 980]
rule-c3-a	[515, 555, 983, 556]
project-approval-headline: প্রকল্প অনুমোদনের	[1339, 1082, 1469, 1103]
notice-signer-title: পরিচালক (প্রশাসন)	[1352, 2305, 1434, 2317]
classified-ad-ref: সি-৬৪৯৫/২১	[203, 852, 251, 862]
rule-c4	[1270, 72, 1271, 1721]
notice-terms-head: শর্তাবলীঃ	[1008, 1949, 1048, 1961]
masthead	[0, 0, 1568, 66]
notice-addr-line: ই ১০-১৩, এম এ কে খালিদ সড়ক, পশ্চিম পাহাড়তলী	[1152, 2043, 1373, 2056]
classified-ad-ref: সি-৬৪৫০/২১	[203, 281, 251, 291]
dhaka-sudden-headline: রাজধানীতে হঠাৎ	[322, 1045, 444, 1066]
notice-terms-list	[1020, 1968, 1517, 2000]
classified-ad	[263, 1626, 503, 1679]
classified-ad	[263, 1573, 503, 1626]
notice-addr-org: বাংলাদেশ রাবার বোর্ড	[1217, 2027, 1308, 2039]
classified-ad-ref: সি-৬৮৭৩/২১	[455, 1729, 503, 1739]
sale-list	[37, 696, 251, 1210]
classified-ad	[37, 867, 251, 920]
classified-ad	[37, 102, 251, 155]
classified-ad-ref: সি-৬৪৫০/২১	[203, 1193, 251, 1204]
classified-ad-text: আবশ্যক : ড্রাইভার গার্ড, গোডাউন, আয়া ও ক্লিনার। থাকা খাওয়ার আবাসিক ব্যবস্থা আছে। ঢাকা মহানগর ট্রিকিং, রোড-৩১, বাসা-১১, ঠক-ঙ, মিরপুর-১১, ঢাকা। ☎ ০১৬৮৫০৩৫০৩, ০১৮৪১৪৪৪৮৮৯।	[37, 234, 251, 280]
classified-ad-text: চিকিৎসা শিক্ষণ : বিনামূল্যে বিনারক্তপাতে অর্শ, গেজ, পাইলস, ফিস্টুলা, ভগন্দর ও মলদ্বারের চিকিৎসা সেবা। যোগাযোগ: ০১৭১৯২৬০১৮০।	[263, 1629, 503, 1663]
page-number: ২	[47, 18, 69, 55]
notice-ref: জি-৩৫৮/২১ (৪×৩)	[1005, 2338, 1079, 2348]
rule-c3	[989, 72, 990, 2356]
accused-list-body-a: (শেষের পৃষ্ঠার পর) কাছ থেকে ১১ কোটি টাকা ঘুষ নেওয়ার অভিযোগ রয়েছে। তিনি ২০১৮ সালের মার্চ মাসে ঋণ মঞ্জুরের জন্য এই টাকা গ্রহণ করেন বলে দুদকের অনুসন্ধানে উঠে এসেছে। মামলার এজাহারে বলা হয়েছে, পিপলস লিজিং থেকে বিভিন্ন প্রতিষ্ঠানের নামে ঋণ নিয়ে সেই অর্থ আত্মসাৎ করা হয়েছে। এসব প্রতিষ্ঠানের অধিকাংশই কাগুজে প্রতিষ্ঠান। ঋণ নেওয়ার সময় যথাযথ জামানত রাখা হয়নি। দুদকের উপপরিচালক বলেন, আসামিরা পরস্পর যোগসাজশে প্রতিষ্ঠানের অর্থ আত্মসাৎ করেছেন। তাদের বিরুদ্ধে দণ্ডবিধির বিভিন্ন ধারায় মামলা করা হয়েছে। এর আগে পিপলস লিজিং থেকে আর্থিক অনিয়মের অভিযোগে বেশ কয়েকটি মামলা হয়েছে। প্রতিষ্ঠানটির সাবেক চেয়ারম্যান ও পরিচালকদের বিরুদ্ধেও একাধিক মামলা চলমান রয়েছে। এদিকে আমানতকারীরা তাদের অর্থ ফেরত পাওয়ার দাবিতে দীর্ঘদিন ধরে আন্দোলন করে আসছেন। বাংলাদেশ ব্যাংক প্রতিষ্ঠানটির অবসায়নের প্রক্রিয়া শুরু করলেও উচ্চ আদালতের নির্দেশে তা স্থগিত রয়েছে। প্রতিষ্ঠানটির পুনর্গঠনের জন্য নতুন পরিচালনা পর্ষদ গঠন করা হয়েছে। তারা আমানতকারীদের অর্থ ফেরত দেওয়ার বিষয়ে পরিকল্পনা নিয়ে কাজ করছেন। দুদক সূত্র জানায়, আর্থিক প্রতিষ্ঠানের অনিয়ম নিয়ে আরও কয়েকটি অনুসন্ধান চলছে। পর্যায়ক্রমে সেগুলোর বিষয়েও মামলা হবে। এ ছাড়া অর্থ পাচারের বিষয়ে বিদেশে তথ্য চেয়ে চিঠি পাঠানো হয়েছে।	[515, 592, 744, 869]
standard-bank-story	[263, 721, 503, 1035]
classified-ad-ref: সি-৬৪৯১/২১	[203, 335, 251, 344]
notice-attach-head: সংযুক্তিঃ	[1008, 1859, 1045, 1871]
pressure-headline: চাপে চিড়েচ্যাপ্টা	[686, 1075, 812, 1098]
classified-ad	[37, 696, 251, 750]
column-three	[515, 72, 983, 2364]
classified-ad-text: প্লট বিক্রয় : বসুন্ধরা ঢাকা ক্রয়কৃত টাকা প্রয়োজন, একসই বাড়ী করা যাবে। ৩ কাঠা ও ৫ কাঠা দক্ষিণমুখী প্লট, এল-৩, ৬ কাঠা এম-৪, ১০ কাঠা দক্ষিণমুখী। #০১৭৭৯৯৯০০৩।	[37, 869, 251, 903]
gd-headline: একটি জিডি খুঁজে	[1340, 1438, 1467, 1459]
classified-ad-text: বিবিধ বিক্রয় : মাত্র ৩.৫ লক্ষ টাকায় নিশ্চিত করুন জমি ও হোটেলের মালিকানায় বংশ পরম্পরায় ব্যবসা সুযোগ, বিস্তারিত-০১৯১১১১১১৯৯, ০১৯১৫৪৭৬৬০৮।	[37, 816, 251, 850]
rule-c3-c	[515, 1500, 983, 1501]
